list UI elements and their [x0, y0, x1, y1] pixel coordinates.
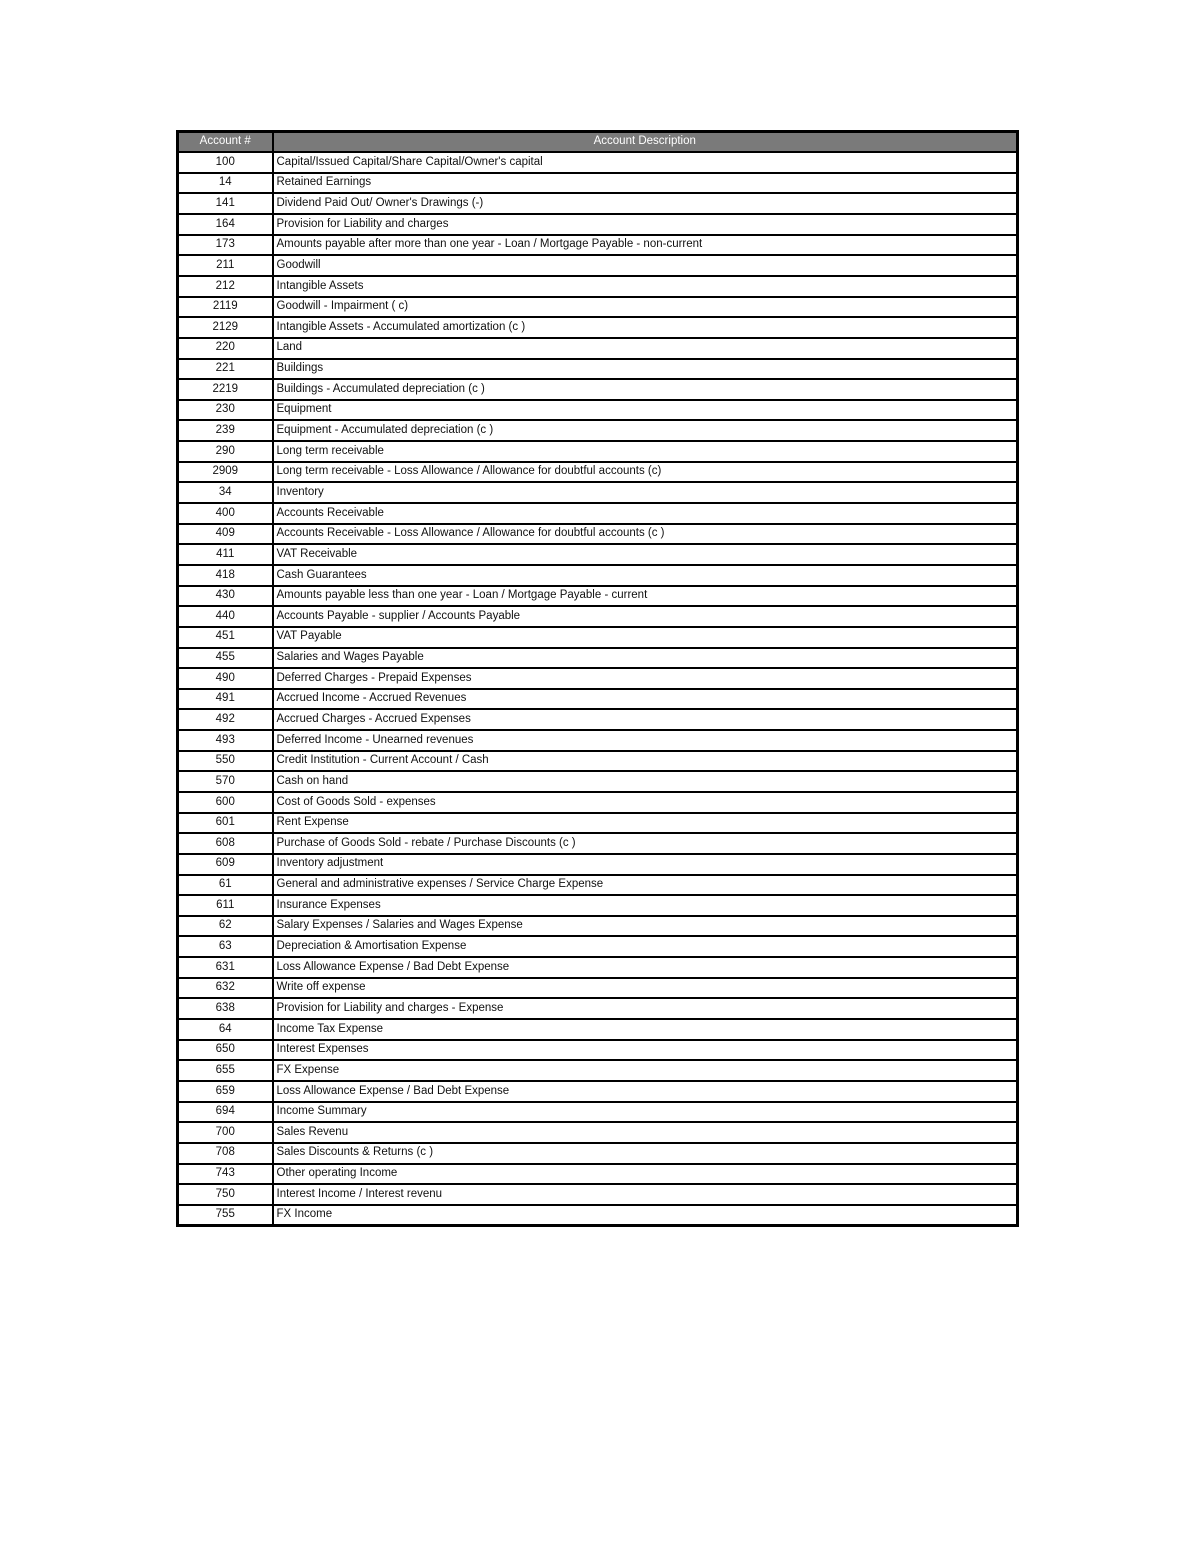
account-number-cell: 750 — [178, 1184, 273, 1205]
account-description-cell: Goodwill - Impairment ( c) — [273, 297, 1018, 318]
account-number-cell: 700 — [178, 1122, 273, 1143]
account-number-cell: 239 — [178, 420, 273, 441]
account-number-cell: 655 — [178, 1060, 273, 1081]
account-number-cell: 212 — [178, 276, 273, 297]
table-row — [178, 297, 1018, 318]
account-number-cell: 694 — [178, 1102, 273, 1123]
account-description-cell: General and administrative expenses / Service Charge Expense — [273, 875, 1018, 896]
header-row — [178, 132, 1018, 153]
table-row — [178, 730, 1018, 751]
account-description-cell: Amounts payable less than one year - Loan / Mortgage Payable - current — [273, 586, 1018, 607]
chart-of-accounts-table — [176, 130, 1019, 1227]
table-row — [178, 379, 1018, 400]
table-row — [178, 152, 1018, 173]
account-number-cell: 100 — [178, 152, 273, 173]
table-row — [178, 1019, 1018, 1040]
account-description-cell: Retained Earnings — [273, 173, 1018, 194]
table-row — [178, 1164, 1018, 1185]
account-description-cell: Dividend Paid Out/ Owner's Drawings (-) — [273, 193, 1018, 214]
table-row — [178, 875, 1018, 896]
account-number-cell: 141 — [178, 193, 273, 214]
table-row — [178, 1102, 1018, 1123]
account-number-cell: 2129 — [178, 317, 273, 338]
account-number-cell: 230 — [178, 400, 273, 421]
table-row — [178, 1205, 1018, 1226]
account-description-cell: Capital/Issued Capital/Share Capital/Owner's capital — [273, 152, 1018, 173]
table-row — [178, 503, 1018, 524]
table-row — [178, 668, 1018, 689]
account-number-cell: 400 — [178, 503, 273, 524]
table-row — [178, 544, 1018, 565]
account-number-cell: 211 — [178, 255, 273, 276]
table-row — [178, 895, 1018, 916]
account-number-cell: 440 — [178, 606, 273, 627]
account-description-cell: Write off expense — [273, 978, 1018, 999]
table-row — [178, 648, 1018, 669]
account-description-cell: Accounts Payable - supplier / Accounts Payable — [273, 606, 1018, 627]
account-description-cell: Buildings — [273, 359, 1018, 380]
account-number-cell: 411 — [178, 544, 273, 565]
table-row — [178, 833, 1018, 854]
table-row — [178, 1143, 1018, 1164]
account-number-cell: 220 — [178, 338, 273, 359]
table-row — [178, 998, 1018, 1019]
account-description-cell: Deferred Income - Unearned revenues — [273, 730, 1018, 751]
table-row — [178, 1060, 1018, 1081]
table-row — [178, 565, 1018, 586]
account-number-cell: 608 — [178, 833, 273, 854]
table-row — [178, 813, 1018, 834]
account-number-cell: 221 — [178, 359, 273, 380]
account-number-cell: 451 — [178, 627, 273, 648]
table-row — [178, 441, 1018, 462]
table-row — [178, 235, 1018, 256]
table-row — [178, 276, 1018, 297]
table-row — [178, 359, 1018, 380]
column-header-account-description: Account Description — [273, 132, 1018, 153]
account-description-cell: Interest Expenses — [273, 1040, 1018, 1061]
account-description-cell: Long term receivable - Loss Allowance / Allowance for doubtful accounts (c) — [273, 462, 1018, 483]
account-description-cell: Equipment - Accumulated depreciation (c ) — [273, 420, 1018, 441]
account-description-cell: Inventory — [273, 482, 1018, 503]
table-row — [178, 1081, 1018, 1102]
account-description-cell: Buildings - Accumulated depreciation (c ) — [273, 379, 1018, 400]
account-description-cell: Depreciation & Amortisation Expense — [273, 936, 1018, 957]
account-description-cell: Equipment — [273, 400, 1018, 421]
table-row — [178, 317, 1018, 338]
table-row — [178, 1122, 1018, 1143]
account-number-cell: 491 — [178, 689, 273, 710]
account-description-cell: Purchase of Goods Sold - rebate / Purchase Discounts (c ) — [273, 833, 1018, 854]
account-number-cell: 63 — [178, 936, 273, 957]
account-number-cell: 490 — [178, 668, 273, 689]
table-row — [178, 957, 1018, 978]
account-number-cell: 609 — [178, 854, 273, 875]
account-number-cell: 418 — [178, 565, 273, 586]
account-number-cell: 492 — [178, 709, 273, 730]
account-description-cell: Provision for Liability and charges — [273, 214, 1018, 235]
account-number-cell: 2909 — [178, 462, 273, 483]
account-description-cell: Intangible Assets — [273, 276, 1018, 297]
account-description-cell: Accrued Income - Accrued Revenues — [273, 689, 1018, 710]
account-description-cell: Loss Allowance Expense / Bad Debt Expense — [273, 957, 1018, 978]
table-row — [178, 1184, 1018, 1205]
account-number-cell: 173 — [178, 235, 273, 256]
table-body — [178, 152, 1018, 1225]
table-row — [178, 627, 1018, 648]
table-row — [178, 338, 1018, 359]
table-row — [178, 606, 1018, 627]
account-description-cell: VAT Payable — [273, 627, 1018, 648]
account-description-cell: Goodwill — [273, 255, 1018, 276]
table-row — [178, 916, 1018, 937]
table-row — [178, 193, 1018, 214]
account-number-cell: 632 — [178, 978, 273, 999]
account-description-cell: Provision for Liability and charges - Expense — [273, 998, 1018, 1019]
table-row — [178, 709, 1018, 730]
account-number-cell: 290 — [178, 441, 273, 462]
table-row — [178, 792, 1018, 813]
account-description-cell: Credit Institution - Current Account / Cash — [273, 751, 1018, 772]
account-number-cell: 2119 — [178, 297, 273, 318]
table-row — [178, 462, 1018, 483]
table-row — [178, 1040, 1018, 1061]
account-number-cell: 708 — [178, 1143, 273, 1164]
account-description-cell: Salaries and Wages Payable — [273, 648, 1018, 669]
account-description-cell: Accounts Receivable — [273, 503, 1018, 524]
account-number-cell: 455 — [178, 648, 273, 669]
account-number-cell: 600 — [178, 792, 273, 813]
account-description-cell: Loss Allowance Expense / Bad Debt Expense — [273, 1081, 1018, 1102]
account-description-cell: Cash on hand — [273, 771, 1018, 792]
account-description-cell: FX Income — [273, 1205, 1018, 1226]
account-number-cell: 2219 — [178, 379, 273, 400]
account-number-cell: 62 — [178, 916, 273, 937]
table-row — [178, 173, 1018, 194]
table-row — [178, 978, 1018, 999]
account-description-cell: Accounts Receivable - Loss Allowance / Allowance for doubtful accounts (c ) — [273, 524, 1018, 545]
account-number-cell: 64 — [178, 1019, 273, 1040]
account-description-cell: VAT Receivable — [273, 544, 1018, 565]
account-description-cell: Deferred Charges - Prepaid Expenses — [273, 668, 1018, 689]
account-number-cell: 570 — [178, 771, 273, 792]
account-description-cell: Land — [273, 338, 1018, 359]
account-number-cell: 493 — [178, 730, 273, 751]
account-description-cell: Interest Income / Interest revenu — [273, 1184, 1018, 1205]
account-description-cell: Income Summary — [273, 1102, 1018, 1123]
account-number-cell: 659 — [178, 1081, 273, 1102]
account-number-cell: 430 — [178, 586, 273, 607]
account-description-cell: Accrued Charges - Accrued Expenses — [273, 709, 1018, 730]
account-number-cell: 550 — [178, 751, 273, 772]
account-description-cell: Intangible Assets - Accumulated amortization (c ) — [273, 317, 1018, 338]
account-description-cell: Cost of Goods Sold - expenses — [273, 792, 1018, 813]
account-description-cell: Rent Expense — [273, 813, 1018, 834]
account-number-cell: 61 — [178, 875, 273, 896]
account-description-cell: Amounts payable after more than one year - Loan / Mortgage Payable - non-current — [273, 235, 1018, 256]
account-description-cell: Salary Expenses / Salaries and Wages Expense — [273, 916, 1018, 937]
account-number-cell: 638 — [178, 998, 273, 1019]
account-description-cell: Sales Discounts & Returns (c ) — [273, 1143, 1018, 1164]
table-row — [178, 586, 1018, 607]
account-description-cell: Insurance Expenses — [273, 895, 1018, 916]
account-description-cell: Cash Guarantees — [273, 565, 1018, 586]
account-description-cell: FX Expense — [273, 1060, 1018, 1081]
table-row — [178, 771, 1018, 792]
table-row — [178, 400, 1018, 421]
account-description-cell: Other operating Income — [273, 1164, 1018, 1185]
account-description-cell: Sales Revenu — [273, 1122, 1018, 1143]
account-number-cell: 631 — [178, 957, 273, 978]
account-number-cell: 409 — [178, 524, 273, 545]
account-number-cell: 164 — [178, 214, 273, 235]
table-row — [178, 482, 1018, 503]
account-number-cell: 601 — [178, 813, 273, 834]
table-row — [178, 751, 1018, 772]
table-row — [178, 524, 1018, 545]
account-number-cell: 743 — [178, 1164, 273, 1185]
column-header-account-number: Account # — [178, 132, 273, 153]
table-row — [178, 689, 1018, 710]
table-row — [178, 255, 1018, 276]
account-number-cell: 650 — [178, 1040, 273, 1061]
account-number-cell: 34 — [178, 482, 273, 503]
account-number-cell: 755 — [178, 1205, 273, 1226]
account-number-cell: 14 — [178, 173, 273, 194]
account-description-cell: Long term receivable — [273, 441, 1018, 462]
account-description-cell: Inventory adjustment — [273, 854, 1018, 875]
table-row — [178, 214, 1018, 235]
account-description-cell: Income Tax Expense — [273, 1019, 1018, 1040]
table-row — [178, 420, 1018, 441]
table-row — [178, 854, 1018, 875]
table-row — [178, 936, 1018, 957]
account-number-cell: 611 — [178, 895, 273, 916]
